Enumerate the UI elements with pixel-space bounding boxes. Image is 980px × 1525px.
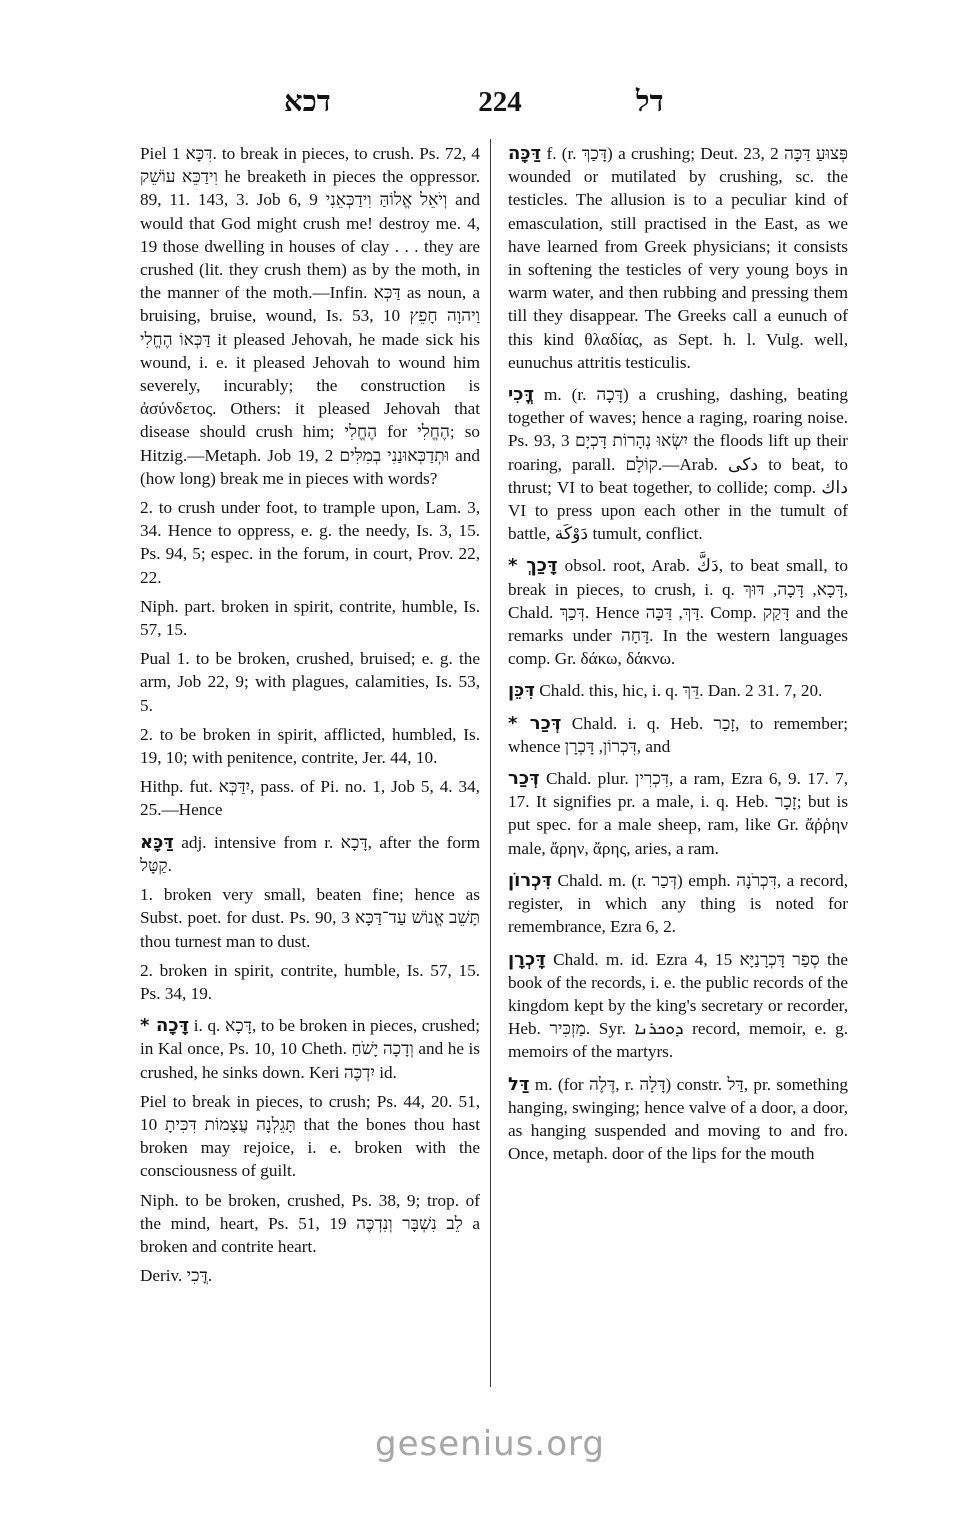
headword-dikhron: דִּכְרוֹן (508, 869, 552, 891)
definition-dal: m. (for דֶּלֶה, r. דָּלָה) constr. דַּל, pr. something hanging, swinging; hence valve of a door, a door, as hanging suspended and moving to and fro. Once, metaph. door of the lips for the mouth (508, 1074, 849, 1164)
entry-dokhran (508, 948, 848, 1064)
right-column (508, 142, 848, 1171)
headword-dokhran: דָּכְרָן (508, 948, 546, 970)
entry-pual: Pual 1. to be broken, crushed, bruised; e. g. the arm, Job 22, 9; with plagues, calamities, Is. 53, 5. (140, 649, 480, 715)
entry-dakah-piel: Piel to break in pieces, to crush; Ps. 44, 20. 51, 10 תָּגֵלְנָה עֲצָמוֹת דִּכִּיתָ that the bones thou hast broken may rejoice, i. e. broken with the consciousness of guilt. (140, 1091, 480, 1181)
entry-dakkah (508, 142, 848, 374)
entry-dakah (140, 1014, 480, 1084)
column-divider (490, 139, 491, 1387)
entry-hithpael: Hithp. fut. יִדַּכְּא, pass. of Pi. no. 1, Job 5, 4. 34, 25.—Hence (140, 777, 480, 820)
header-right-catchword: דל (636, 86, 664, 118)
running-header (0, 86, 980, 132)
headword-dikken: דִּכֵּן (508, 680, 535, 702)
entry-dokhi (508, 383, 848, 545)
headword-dakhakh: * דָּכַךְ (508, 555, 558, 577)
definition-dekhar-ram: Chald. plur. דִּכְרִין, a ram, Ezra 6, 9. 17. 7, 17. It signifies pr. a male, i. q. Heb. זָכָר; but is put spec. for a male sheep, ram, like Gr. ἄῤῥην male, ἄρην, ἄρης, aries, a ram. (508, 769, 849, 858)
definition-dikhron: Chald. m. (r. דְּכַר) emph. דִּכְרֹנָה, a record, register, in which any thing is noted for remembrance, Ezra 6, 2. (508, 870, 848, 937)
definition-dokhran: Chald. m. id. Ezra 4, 15 סְפַר דָּכְרָנַיָּא the book of the records, i. e. the public records of the kingdom kept by the king's secretary or recorder, Heb. מַזְכִּיר. Syr. ܕܘܟܪܢܐ record, memoir, e. g. memoirs of the martyrs. (508, 949, 849, 1062)
definition-dakkah: f. (r. דָּכַךְ) a crushing; Deut. 23, 2 פְּצוּעַ דַּכָּה wounded or mutilated by crushing, sc. the testicles. The allusion is to a peculiar kind of emasculation, still practised in the East, as we have learned from Greek physicians; it consists in softening the testicles of very young boys in warm water, and then rubbing and pressing them till they disappear. The Greeks call a eunuch of this kind θλαδίας, as Sept. h. l. Vulg. well, eunuchus attritis testiculis. (508, 144, 848, 372)
headword-dekhar: * דְּכַר (508, 712, 562, 734)
entry-dakhakh (508, 554, 848, 670)
entry-piel-sense-2: 2. to crush under foot, to trample upon, Lam. 3, 34. Hence to oppress, e. g. the needy, Is. 3, 15. Ps. 94, 5; espec. in the forum, in court, Prov. 22, 22. (140, 498, 480, 587)
site-watermark: gesenius.org (375, 1424, 605, 1464)
header-left-catchword: דכא (284, 86, 331, 118)
entry-dikhron (508, 869, 848, 939)
entry-dakka-sense-2: 2. broken in spirit, contrite, humble, Is. 57, 15. Ps. 34, 19. (140, 960, 480, 1003)
entry-piel: Piel דִּכָּא 1. to break in pieces, to crush. Ps. 72, 4 וִידַכֵּא עוֹשֵׁק he breaketh in pieces the oppressor. 89, 11. 143, 3. Job 6, 9 וְיֹאֵל אֱלוֹהַּ וִידַכְּאֵנִי and would that God might crush me! destroy me. 4, 19 those dwelling in houses of clay . . . they are crushed (lit. they crush them) as by the moth, in the manner of the moth.—Infin. דַּכְּא as noun, a bruising, bruise, wound, Is. 53, 10 וַיהוָה חָפֵץ דַּכְּאוֹ הֶחֱלִי it pleased Jehovah, he made sick his wound, i. e. it pleased Jehovah to wound him severely, incurably; the construction is ἀσύνδετος. Others: it pleased Jehovah that disease should crush him; הֶחֱלִי for הֶחֱלִי; so Hitzig.—Metaph. Job 19, 2 וּתְדַכְּאוּנַנִי בְמִלִּים and (how long) break me in pieces with words? (140, 144, 480, 488)
entry-dakah-niphal: Niph. to be broken, crushed, Ps. 38, 9; trop. of the mind, heart, Ps. 51, 19 לֵב נִשְׁבָּר וְנִדְכֶּה a broken and contrite heart. (140, 1190, 480, 1256)
headword-dakkah: דַּכָּה (508, 143, 542, 164)
entry-dekhar (508, 712, 848, 758)
definition-dakka: adj. intensive from r. דָּכָא, after the form קַטָּל. (140, 832, 481, 875)
headword-dekhar-ram: דְּכַר (508, 768, 540, 790)
headword-dal: דַּל (508, 1073, 530, 1095)
entry-dikken (508, 679, 848, 702)
definition-dakah: i. q. דָּכָא, to be broken in pieces, crushed; in Kal once, Ps. 10, 10 Cheth. וְדָכָה יָשֹׁחַ and he is crushed, he sinks down. Keri יִדְכֶּה id. (140, 1016, 481, 1082)
headword-dakka: דַּכָּא (140, 831, 174, 853)
headword-dokhi: דֳּכִי (508, 384, 535, 406)
entry-pual-sense-2: 2. to be broken in spirit, afflicted, humbled, Is. 19, 10; with penitence, contrite, Jer. 44, 10. (140, 724, 480, 768)
entry-derivatives: Deriv. דֳּכִי. (140, 1266, 213, 1286)
page-number: 224 (478, 86, 522, 118)
definition-dikken: Chald. this, hic, i. q. דֵּךְ. Dan. 2 31. 7, 20. (539, 681, 823, 701)
entry-dakka-sense-1: 1. broken very small, beaten fine; hence as Subst. poet. for dust. Ps. 90, 3 תָּשֵׁב אֱנוֹשׁ עַד־דַּכָּא thou turnest man to dust. (140, 885, 480, 951)
entry-niphal: Niph. part. broken in spirit, contrite, humble, Is. 57, 15. (140, 596, 480, 640)
definition-dokhi: m. (r. דָּכָה) a crushing, dashing, beating together of waves; hence a raging, roaring noise. Ps. 93, 3 יִשְׂאוּ נְהָרוֹת דָּכְיָם the floods lift up their roaring, parall. קוֹלָם.—Arab. دكى to beat, to thrust; VI to beat together, to collide; comp. داك VI to press upon each other in the tumult of battle, دَوْكَة tumult, conflict. (508, 385, 848, 544)
entry-dal (508, 1073, 848, 1166)
definition-dakhakh: obsol. root, Arab. دَكَّ, to beat small, to break in pieces, to crush, i. q. דָּכָא, דָּכָה, דּוּךְ, Chald. דְּכַךְ. Hence דַּךְ, דַּכָּה. Comp. דָּקַק and the remarks under דָּחָה. In the western languages comp. Gr. δάκω, δάκνω. (508, 556, 849, 669)
definition-dekhar: Chald. i. q. Heb. זָכַר, to remember; whence דִּכְרוֹן, דָּכְרָן, and (508, 713, 849, 756)
entry-dakka (140, 831, 480, 877)
headword-dakah: * דָּכָה (140, 1015, 190, 1037)
entry-dekhar-ram (508, 767, 848, 860)
left-column (140, 142, 480, 1293)
